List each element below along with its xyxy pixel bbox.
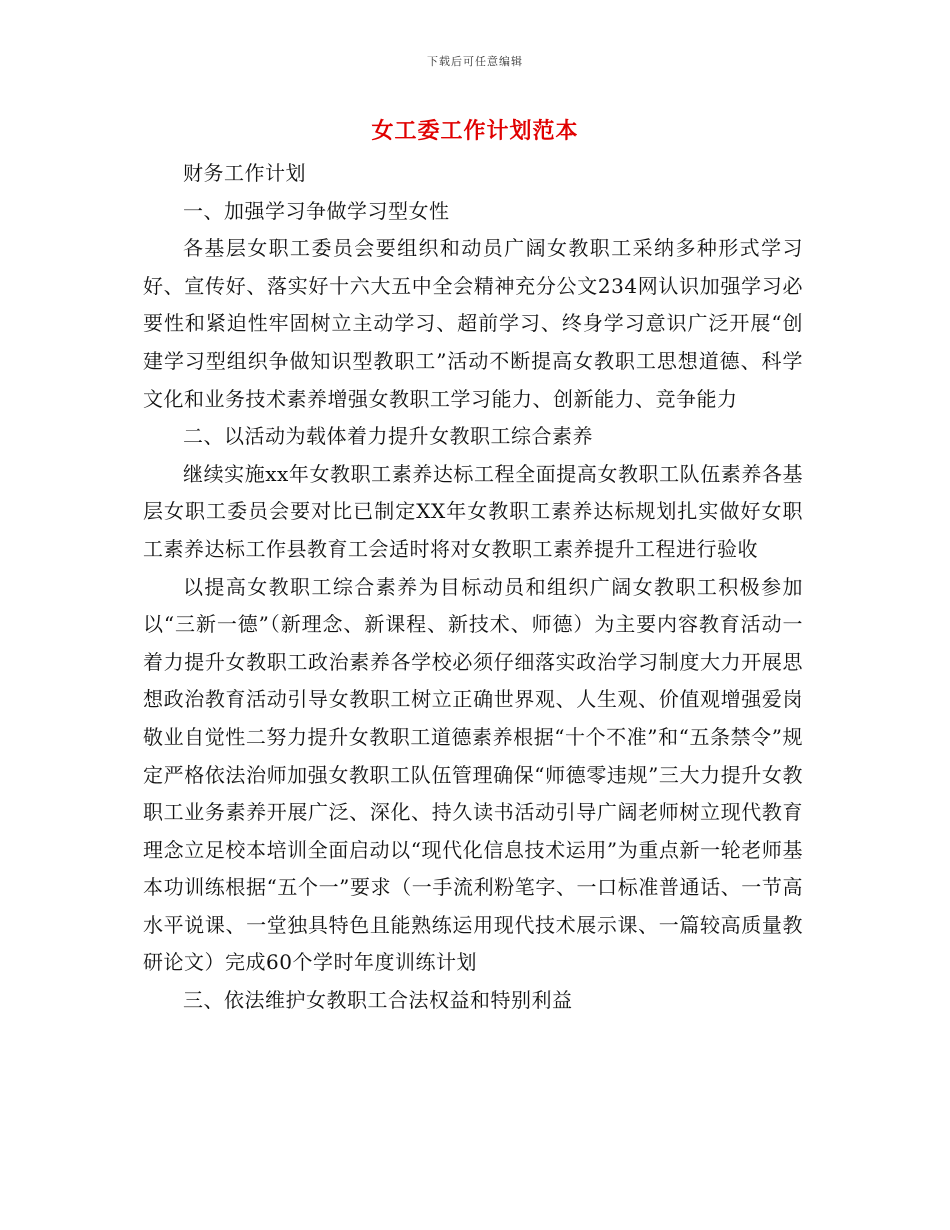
paragraph-quality-project: 继续实施xx年女教职工素养达标工程全面提高女教职工队伍素养各基层女职工委员会要对比已制定XX年女教职工素养达标规划扎实做好女职工素养达标工作县教育工会适时将对女教职工素养提升工程进行验收 <box>143 461 803 561</box>
paragraph-study: 各基层女职工委员会要组织和动员广阔女教职工采纳多种形式学习好、宣传好、落实好十六大五中全会精神充分公文234网认识加强学习必要性和紧迫性牢固树立主动学习、超前学习、终身学习意识广泛开展“创建学习型组织争做知识型教职工”活动不断提高女教职工思想道德、科学文化和业务技术素养增强女教职工学习能力、创新能力、竞争能力 <box>143 236 803 411</box>
page-header: 下载后可任意编辑 <box>427 55 523 68</box>
paragraph-education-activities: 以提高女教职工综合素养为目标动员和组织广阔女教职工积极参加以“三新一德”（新理念、新课程、新技术、师德）为主要内容教育活动一着力提升女教职工政治素养各学校必须仔细落实政治学习制度大力开展思想政治教育活动引导女教职工树立正确世界观、人生观、价值观增强爱岗敬业自觉性二努力提升女教职工道德素养根据“十个不准”和“五条禁令”规定严格依法治师加强女教职工队伍管理确保“师德零违规”三大力提升女教职工业务素养开展广泛、深化、持久读书活动引导广阔老师树立现代教育理念立足校本培训全面启动以“现代化信息技术运用”为重点新一轮老师基本功训练根据“五个一”要求（一手流利粉笔字、一口标准普通话、一节高水平说课、一堂独具特色且能熟练运用现代技术展示课、一篇较高质量教研论文）完成60个学时年度训练计划 <box>143 574 803 975</box>
document-title: 女工委工作计划范本 <box>371 118 579 144</box>
section-heading-2: 二、以活动为载体着力提升女教职工综合素养 <box>183 424 593 449</box>
document-body <box>143 155 803 1020</box>
paragraph-finance-plan: 财务工作计划 <box>183 161 306 185</box>
section-heading-3: 三、依法维护女教职工合法权益和特别利益 <box>183 988 573 1013</box>
section-heading-1: 一、加强学习争做学习型女性 <box>183 198 450 223</box>
